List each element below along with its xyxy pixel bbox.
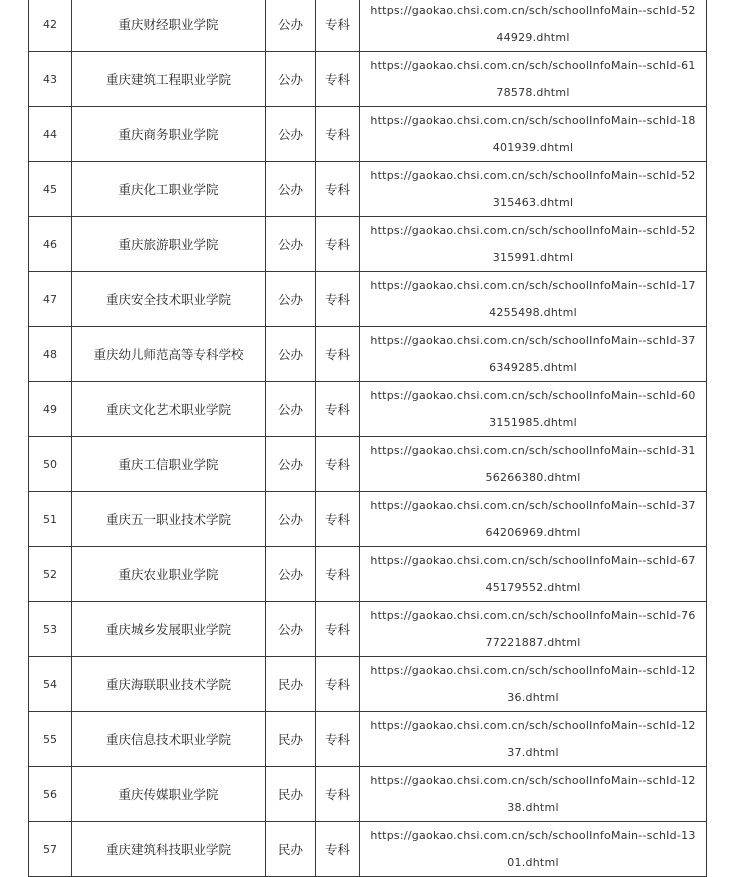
row-number: 45: [29, 162, 72, 217]
school-info-link[interactable]: https://gaokao.chsi.com.cn/sch/schoolInfoMain--schId-376349285.dhtml: [360, 327, 707, 382]
ownership-type: 公办: [266, 52, 316, 107]
row-number: 50: [29, 437, 72, 492]
ownership-type: 公办: [266, 547, 316, 602]
school-info-link[interactable]: https://gaokao.chsi.com.cn/sch/schoolInfoMain--schId-6745179552.dhtml: [360, 547, 707, 602]
school-info-link[interactable]: https://gaokao.chsi.com.cn/sch/schoolInfoMain--schId-174255498.dhtml: [360, 272, 707, 327]
education-level: 专科: [316, 272, 360, 327]
school-name: 重庆工信职业学院: [72, 437, 266, 492]
school-name: 重庆幼儿师范高等专科学校: [72, 327, 266, 382]
ownership-type: 公办: [266, 162, 316, 217]
school-info-link[interactable]: https://gaokao.chsi.com.cn/sch/schoolInfoMain--schId-1238.dhtml: [360, 767, 707, 822]
ownership-type: 公办: [266, 327, 316, 382]
ownership-type: 民办: [266, 657, 316, 712]
education-level: 专科: [316, 547, 360, 602]
school-name: 重庆信息技术职业学院: [72, 712, 266, 767]
table-row: [29, 547, 707, 602]
row-number: 57: [29, 822, 72, 877]
ownership-type: 公办: [266, 382, 316, 437]
school-info-link[interactable]: https://gaokao.chsi.com.cn/sch/schoolInfoMain--schId-52315463.dhtml: [360, 162, 707, 217]
school-info-link[interactable]: https://gaokao.chsi.com.cn/sch/schoolInfoMain--schId-603151985.dhtml: [360, 382, 707, 437]
ownership-type: 公办: [266, 217, 316, 272]
table-row: [29, 327, 707, 382]
row-number: 49: [29, 382, 72, 437]
table-row: [29, 712, 707, 767]
table-row: [29, 217, 707, 272]
education-level: 专科: [316, 0, 360, 52]
ownership-type: 公办: [266, 437, 316, 492]
row-number: 55: [29, 712, 72, 767]
ownership-type: 公办: [266, 602, 316, 657]
school-name: 重庆安全技术职业学院: [72, 272, 266, 327]
school-info-link[interactable]: https://gaokao.chsi.com.cn/sch/schoolInfoMain--schId-18401939.dhtml: [360, 107, 707, 162]
school-name: 重庆农业职业学院: [72, 547, 266, 602]
education-level: 专科: [316, 822, 360, 877]
school-name: 重庆旅游职业学院: [72, 217, 266, 272]
ownership-type: 公办: [266, 0, 316, 52]
school-info-link[interactable]: https://gaokao.chsi.com.cn/sch/schoolInfoMain--schId-6178578.dhtml: [360, 52, 707, 107]
table-row: [29, 437, 707, 492]
school-name: 重庆海联职业技术学院: [72, 657, 266, 712]
ownership-type: 公办: [266, 107, 316, 162]
row-number: 43: [29, 52, 72, 107]
school-name: 重庆五一职业技术学院: [72, 492, 266, 547]
table-row: [29, 492, 707, 547]
education-level: 专科: [316, 602, 360, 657]
row-number: 48: [29, 327, 72, 382]
school-name: 重庆化工职业学院: [72, 162, 266, 217]
table-row: [29, 822, 707, 877]
row-number: 54: [29, 657, 72, 712]
school-info-link[interactable]: https://gaokao.chsi.com.cn/sch/schoolInfoMain--schId-5244929.dhtml: [360, 0, 707, 52]
school-info-link[interactable]: https://gaokao.chsi.com.cn/sch/schoolInfoMain--schId-3156266380.dhtml: [360, 437, 707, 492]
school-name: 重庆建筑科技职业学院: [72, 822, 266, 877]
ownership-type: 民办: [266, 767, 316, 822]
education-level: 专科: [316, 657, 360, 712]
education-level: 专科: [316, 107, 360, 162]
school-table: [28, 0, 707, 877]
row-number: 44: [29, 107, 72, 162]
table-row: [29, 107, 707, 162]
table-row: [29, 767, 707, 822]
school-info-link[interactable]: https://gaokao.chsi.com.cn/sch/schoolInfoMain--schId-7677221887.dhtml: [360, 602, 707, 657]
education-level: 专科: [316, 382, 360, 437]
ownership-type: 公办: [266, 272, 316, 327]
school-name: 重庆传媒职业学院: [72, 767, 266, 822]
table-row: [29, 657, 707, 712]
school-info-link[interactable]: https://gaokao.chsi.com.cn/sch/schoolInfoMain--schId-1237.dhtml: [360, 712, 707, 767]
education-level: 专科: [316, 712, 360, 767]
education-level: 专科: [316, 327, 360, 382]
school-table-container: [28, 0, 706, 877]
table-row: [29, 382, 707, 437]
education-level: 专科: [316, 52, 360, 107]
education-level: 专科: [316, 767, 360, 822]
school-name: 重庆财经职业学院: [72, 0, 266, 52]
row-number: 42: [29, 0, 72, 52]
education-level: 专科: [316, 492, 360, 547]
school-info-link[interactable]: https://gaokao.chsi.com.cn/sch/schoolInfoMain--schId-3764206969.dhtml: [360, 492, 707, 547]
row-number: 52: [29, 547, 72, 602]
ownership-type: 民办: [266, 712, 316, 767]
row-number: 46: [29, 217, 72, 272]
row-number: 47: [29, 272, 72, 327]
row-number: 51: [29, 492, 72, 547]
ownership-type: 公办: [266, 492, 316, 547]
school-table-body: [29, 0, 707, 877]
table-row: [29, 272, 707, 327]
education-level: 专科: [316, 437, 360, 492]
school-name: 重庆城乡发展职业学院: [72, 602, 266, 657]
table-row: [29, 52, 707, 107]
table-row: [29, 602, 707, 657]
school-info-link[interactable]: https://gaokao.chsi.com.cn/sch/schoolInfoMain--schId-1236.dhtml: [360, 657, 707, 712]
row-number: 56: [29, 767, 72, 822]
education-level: 专科: [316, 162, 360, 217]
school-name: 重庆文化艺术职业学院: [72, 382, 266, 437]
school-name: 重庆建筑工程职业学院: [72, 52, 266, 107]
education-level: 专科: [316, 217, 360, 272]
table-row: [29, 0, 707, 52]
school-info-link[interactable]: https://gaokao.chsi.com.cn/sch/schoolInfoMain--schId-1301.dhtml: [360, 822, 707, 877]
table-row: [29, 162, 707, 217]
row-number: 53: [29, 602, 72, 657]
school-name: 重庆商务职业学院: [72, 107, 266, 162]
school-info-link[interactable]: https://gaokao.chsi.com.cn/sch/schoolInfoMain--schId-52315991.dhtml: [360, 217, 707, 272]
ownership-type: 民办: [266, 822, 316, 877]
